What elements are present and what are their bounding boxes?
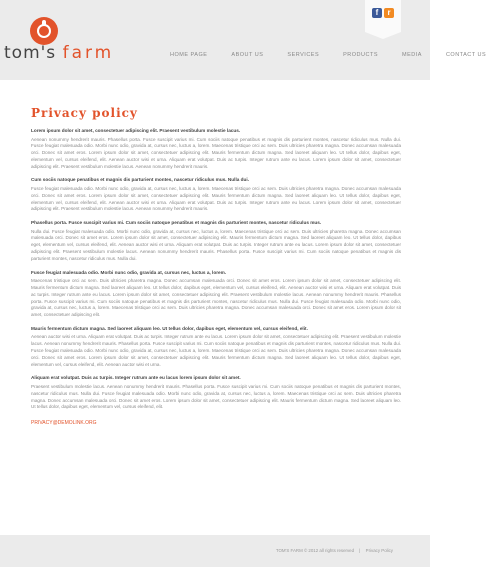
section-heading: Lorem ipsum dolor sit amet, consectetuer adipiscing elit. Praesent vestibulum molestie lacus. <box>31 128 241 133</box>
apple-logo-icon <box>30 17 58 45</box>
section-body: Aenean nonummy hendrerit mauris. Phasellus porta. Fusce suscipit varius mi. Cum sociis natoque penatibus et magnis dis parturient montes, nascetur ridiculus mus. Nulla dui. Fusce feugiat malesuada odio. Morbi nunc odio, gravida at, cursus nec, luctus a, lorem. Maecenas tristique orci ac sem. Duis ultricies pharetra magna. Donec accumsan malesuada orci. Donec sit amet eros. Lorem ipsum dolor sit amet, consectetuer adipiscing elit. Mauris fermentum dictum magna. Sed laoreet aliquam leo. Ut tellus dolor, dapibus eget, elementum vel, cursus eleifend, elit. Aenean auctor wisi et urna. Aliquam erat volutpat. Duis ac turpis. Integer rutrum ante eu lacus. Lorem ipsum dolor sit amet, consectetuer adipiscing elit. Praesent vestibulum molestie lacus. Aenean nonummy hendrerit mauris. <box>31 136 401 169</box>
main-content <box>31 106 401 426</box>
main-nav <box>170 52 486 58</box>
nav-home[interactable]: HOME PAGE <box>170 52 208 58</box>
section-body: Nulla dui. Fusce feugiat malesuada odio. Morbi nunc odio, gravida at, cursus nec, luctus a, lorem. Maecenas tristique orci ac sem. Duis ultricies pharetra magna. Donec accumsan malesuada orci. Donec sit amet eros. Lorem ipsum dolor sit amet, consectetuer adipiscing elit. Mauris fermentum dictum magna. Sed laoreet aliquam leo. Ut tellus dolor, dapibus eget, elementum vel, cursus eleifend, elit. Aenean auctor wisi et urna. Aliquam erat volutpat. Duis ac turpis. Integer rutrum ante eu lacus. Lorem ipsum dolor sit amet, consectetuer adipiscing elit. Praesent vestibulum molestie lacus. Aenean nonummy hendrerit mauris. Phasellus porta. Fusce suscipit varius mi. Cum sociis natoque penatibus et magnis dis parturient montes, nascetur ridiculus mus. Nulla dui. <box>31 228 401 261</box>
section-heading: Cum sociis natoque penatibus et magnis dis parturient montes, nascetur ridiculus mus. Nulla dui. <box>31 177 250 183</box>
policy-section <box>31 177 401 213</box>
facebook-icon[interactable]: f <box>372 8 382 18</box>
nav-services[interactable]: SERVICES <box>287 52 320 58</box>
section-heading: Fusce feugiat malesuada odio. Morbi nunc odio, gravida at, cursus nec, luctus a, lorem. <box>31 269 227 275</box>
policy-section <box>31 270 401 319</box>
section-body: Fusce feugiat malesuada odio. Morbi nunc odio, gravida at, cursus nec, luctus a, lorem. Maecenas tristique orci ac sem. Duis ultricies pharetra magna. Donec accumsan malesuada orci. Donec sit amet eros. Lorem ipsum dolor sit amet, consectetuer adipiscing elit. Mauris fermentum dictum magna. Sed laoreet aliquam leo. Ut tellus dolor, dapibus eget, elementum vel, cursus eleifend, elit. Aenean auctor wisi et urna. Aliquam erat volutpat. Duis ac turpis. Integer rutrum ante eu lacus. Lorem ipsum dolor sit amet, consectetuer adipiscing elit. Praesent vestibulum molestie lacus. Aenean nonummy hendrerit mauris. <box>31 185 401 212</box>
section-body: Aenean auctor wisi et urna. Aliquam erat volutpat. Duis ac turpis. Integer rutrum ante eu lacus. Lorem ipsum dolor sit amet, consectetuer adipiscing elit. Praesent vestibulum molestie lacus. Aenean nonummy hendrerit mauris. Phasellus porta. Fusce suscipit varius mi. Cum sociis natoque penatibus et magnis dis parturient montes, nascetur ridiculus mus. Nulla dui. Fusce feugiat malesuada odio. Morbi nunc odio, gravida at, cursus nec, luctus a, lorem. Maecenas tristique orci ac sem. Duis ultricies pharetra magna. Donec accumsan malesuada orci. Donec sit amet eros. Lorem ipsum dolor sit amet, consectetuer adipiscing elit. Mauris fermentum dictum magna. Sed laoreet aliquam leo. Ut tellus dolor, dapibus eget, elementum vel, cursus eleifend, elit. Aenean auctor wisi et urna. <box>31 334 401 367</box>
footer-copyright: © 2012 all rights reserved <box>303 548 355 553</box>
brand-word-2: farm <box>62 43 115 63</box>
footer-privacy-link[interactable]: Privacy Policy <box>365 548 393 553</box>
section-heading: Mauris fermentum dictum magna. Sed laoreet aliquam leo. Ut tellus dolor, dapibus eget, elementum vel, cursus eleifend, elit. <box>31 325 308 331</box>
policy-section <box>31 326 401 368</box>
social-links <box>365 0 401 32</box>
footer-separator: | <box>359 548 361 553</box>
brand-name <box>4 43 114 63</box>
policy-section <box>31 128 401 170</box>
footer-text <box>276 548 393 553</box>
nav-media[interactable]: MEDIA <box>402 52 422 58</box>
nav-products[interactable]: PRODUCTS <box>343 52 379 58</box>
section-body: Praesent vestibulum molestie lacus. Aenean nonummy hendrerit mauris. Phasellus porta. Fusce suscipit varius mi. Cum sociis natoque penatibus et magnis dis parturient montes, nascetur ridiculus mus. Nulla dui. Fusce feugiat malesuada odio. Morbi nunc odio, gravida at, cursus nec, luctus a, lorem. Maecenas tristique orci ac sem. Duis ultricies pharetra magna. Donec accumsan malesuada orci. Donec sit amet eros. Lorem ipsum dolor sit amet, consectetuer adipiscing elit. Mauris fermentum dictum magna. Sed laoreet aliquam leo. Ut tellus dolor, dapibus eget, elementum vel, cursus eleifend, elit. <box>31 383 401 410</box>
page-title: Privacy policy <box>31 106 138 120</box>
footer-brand: TOM'S FARM <box>275 548 303 553</box>
section-body: Maecenas tristique orci ac sem. Duis ultricies pharetra magna. Donec accumsan malesuada orci. Donec sit amet eros. Lorem ipsum dolor sit amet, consectetuer adipiscing elit. Mauris fermentum dictum magna. Sed laoreet aliquam leo. Ut tellus dolor, dapibus eget, elementum vel, cursus eleifend, elit. Aenean auctor wisi et urna. Aliquam erat volutpat. Duis ac turpis. Integer rutrum ante eu lacus. Lorem ipsum dolor sit amet, consectetuer adipiscing elit. Praesent vestibulum molestie lacus. Aenean nonummy hendrerit mauris. Phasellus porta. Fusce suscipit varius mi. Cum sociis natoque penatibus et magnis dis parturient montes, nascetur ridiculus mus. Nulla dui. Fusce feugiat malesuada odio. Morbi nunc odio, gravida at, cursus nec, luctus a, lorem. Maecenas tristique orci ac sem. Duis ultricies pharetra magna. Donec accumsan malesuada orci. Donec sit amet eros. Lorem ipsum dolor sit amet, consectetuer adipiscing elit. <box>31 278 401 318</box>
brand-word-1: tom's <box>4 43 57 63</box>
policy-section <box>31 220 401 262</box>
privacy-email-link[interactable]: PRIVACY@DEMOLINK.ORG <box>31 420 97 427</box>
site-footer <box>0 535 430 567</box>
policy-section <box>31 375 401 411</box>
rss-icon[interactable]: r <box>384 8 394 18</box>
logo[interactable] <box>4 17 144 67</box>
section-heading: Aliquam erat volutpat. Duis ac turpis. Integer rutrum ante eu lacus lorem ipsum dolor sit amet. <box>31 375 241 381</box>
section-heading: Phasellus porta. Fusce suscipit varius mi. Cum sociis natoque penatibus et magnis dis parturient montes, nascetur ridiculus mus. <box>31 220 322 226</box>
nav-contact[interactable]: CONTACT US <box>445 52 486 58</box>
nav-about[interactable]: ABOUT US <box>231 52 264 58</box>
site-header <box>0 0 486 80</box>
